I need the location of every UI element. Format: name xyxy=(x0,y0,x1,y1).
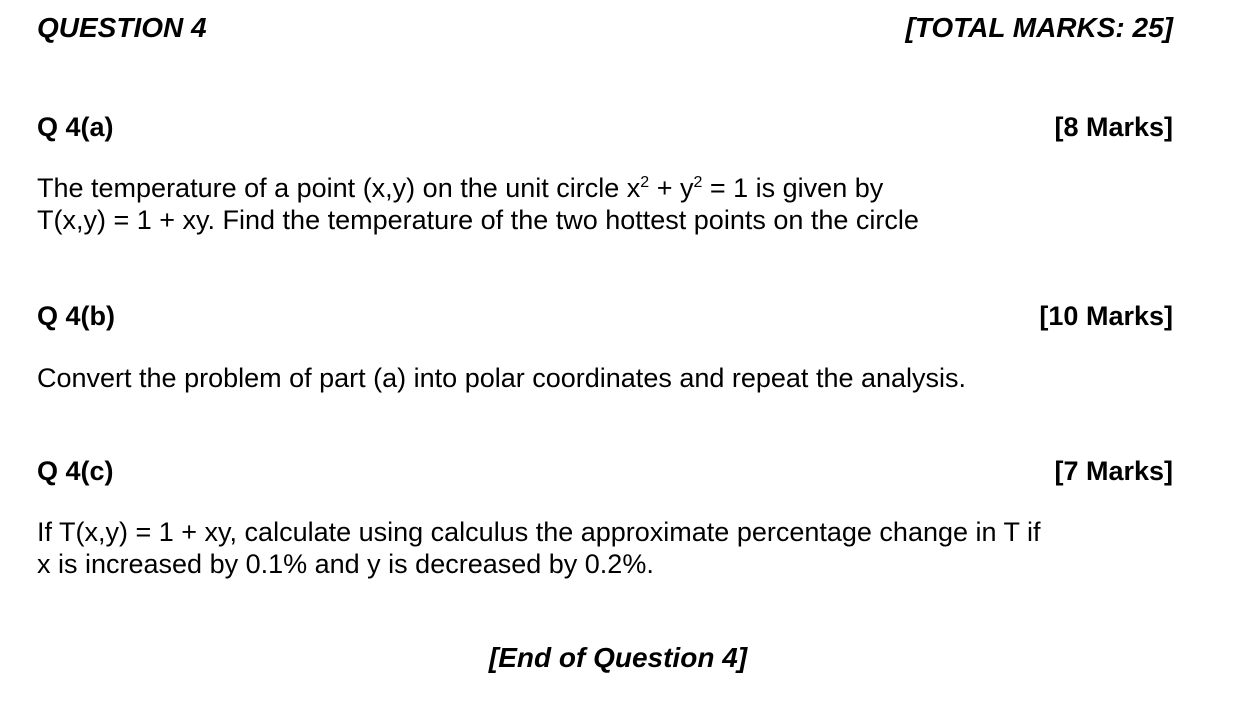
part-c-text xyxy=(37,516,1196,580)
end-of-question: [End of Question 4] xyxy=(488,642,748,673)
part-a-marks: [8 Marks] xyxy=(1054,112,1173,142)
part-a-label: Q 4(a) xyxy=(37,112,114,142)
part-c-label: Q 4(c) xyxy=(37,456,114,486)
part-a-line-2: T(x,y) = 1 + xy. Find the temperature of the two hottest points on the circle xyxy=(37,205,919,235)
part-c-marks: [7 Marks] xyxy=(1054,456,1173,486)
part-b-marks: [10 Marks] xyxy=(1039,301,1173,331)
part-b-text xyxy=(37,362,1196,394)
part-c-header xyxy=(37,456,1173,487)
part-c-line-2: x is increased by 0.1% and y is decreased by 0.2%. xyxy=(37,549,654,579)
exponent: 2 xyxy=(640,174,650,191)
part-a-header xyxy=(37,112,1173,143)
question-title: QUESTION 4 xyxy=(37,12,207,43)
question-header xyxy=(37,12,1173,44)
part-b-label: Q 4(b) xyxy=(37,301,115,331)
part-b-header xyxy=(37,301,1173,332)
part-a-line-1: The temperature of a point (x,y) on the unit circle $x^2 + y^2 = 1$ is given by xyxy=(37,173,884,203)
part-c-line-1: If T(x,y) = 1 + xy, calculate using calculus the approximate percentage change in T if xyxy=(37,517,1041,547)
part-a-text xyxy=(37,172,1196,236)
part-b-line-1: Convert the problem of part (a) into polar coordinates and repeat the analysis. xyxy=(37,363,967,393)
exponent: 2 xyxy=(693,174,703,191)
total-marks: [TOTAL MARKS: 25] xyxy=(905,12,1173,43)
